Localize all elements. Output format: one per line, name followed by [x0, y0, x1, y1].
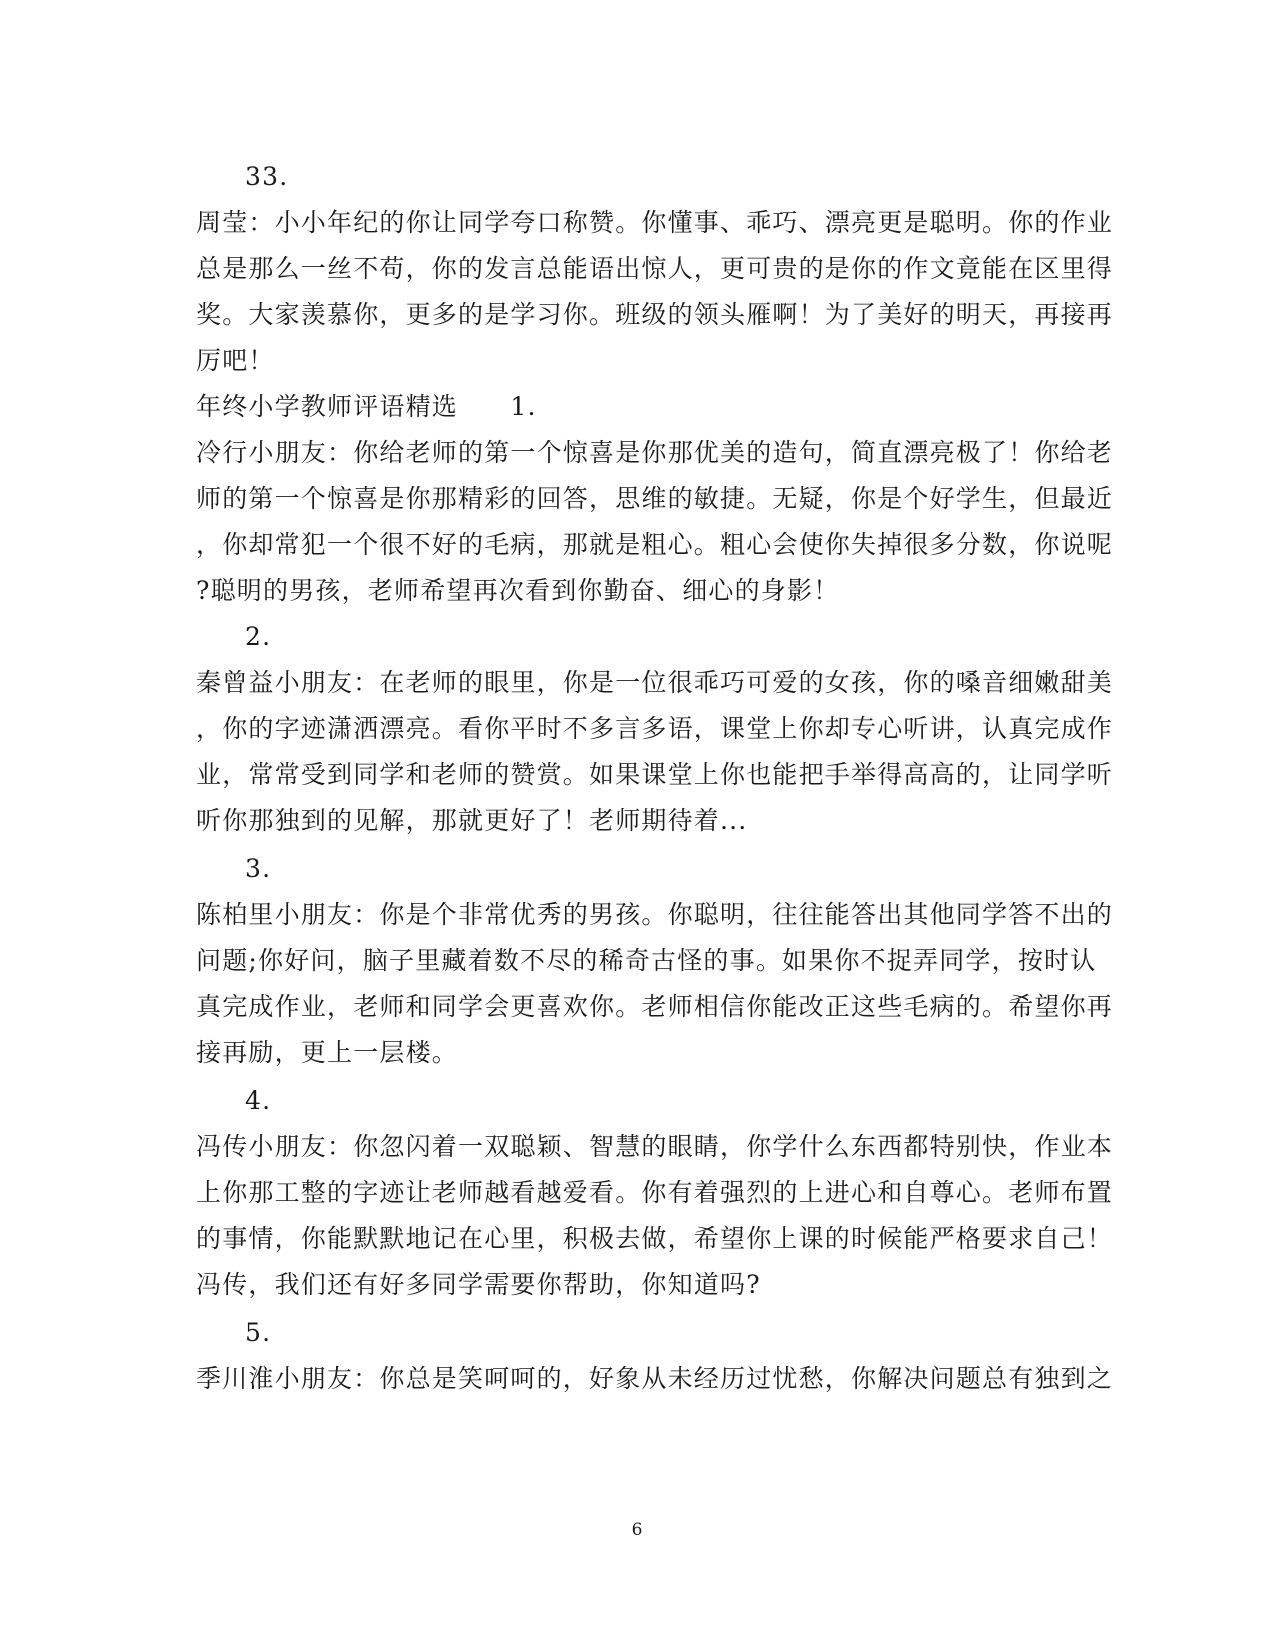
- text-line: 奖。大家羡慕你，更多的是学习你。班级的领头雁啊！为了美好的明天，再接再: [196, 300, 1114, 329]
- text-line: 真完成作业，老师和同学会更喜欢你。老师相信你能改正这些毛病的。希望你再: [196, 992, 1114, 1021]
- item-number: 3.: [245, 854, 272, 883]
- text-line: 陈柏里小朋友：你是个非常优秀的男孩。你聪明，往往能答出其他同学答不出的: [196, 900, 1114, 929]
- text-line: 问题;你好问，脑子里藏着数不尽的稀奇古怪的事。如果你不捉弄同学，按时认: [196, 946, 1097, 975]
- text-line: 师的第一个惊喜是你那精彩的回答，思维的敏捷。无疑，你是个好学生，但最近: [196, 484, 1114, 513]
- text-line: 冯传，我们还有好多同学需要你帮助，你知道吗?: [196, 1270, 761, 1299]
- text-line: ?聪明的男孩，老师希望再次看到你勤奋、细心的身影！: [196, 576, 840, 605]
- text-line: 冯传小朋友：你忽闪着一双聪颖、智慧的眼睛，你学什么东西都特别快，作业本: [196, 1132, 1114, 1161]
- section-heading: 年终小学教师评语精选 1.: [196, 392, 537, 421]
- text-line: 总是那么一丝不苟，你的发言总能语出惊人，更可贵的是你的作文竟能在区里得: [196, 254, 1114, 283]
- text-line: 听你那独到的见解，那就更好了！老师期待着...: [196, 806, 748, 835]
- text-line: 业，常常受到同学和老师的赞赏。如果课堂上你也能把手举得高高的，让同学听: [196, 760, 1114, 789]
- text-line: 周莹：小小年纪的你让同学夸口称赞。你懂事、乖巧、漂亮更是聪明。你的作业: [196, 208, 1114, 237]
- item-number: 4.: [245, 1086, 272, 1115]
- text-line: ，你的字迹潇洒漂亮。看你平时不多言多语，课堂上你却专心听讲，认真完成作: [196, 714, 1114, 743]
- text-line: 接再励，更上一层楼。: [196, 1038, 459, 1067]
- text-line: ，你却常犯一个很不好的毛病，那就是粗心。粗心会使你失掉很多分数，你说呢: [196, 530, 1114, 559]
- text-line: 冷行小朋友：你给老师的第一个惊喜是你那优美的造句，简直漂亮极了！你给老: [196, 438, 1114, 467]
- item-number: 5.: [245, 1318, 272, 1347]
- page-number: 6: [631, 1520, 643, 1540]
- text-line: 秦曾益小朋友：在老师的眼里，你是一位很乖巧可爱的女孩，你的嗓音细嫩甜美: [196, 668, 1114, 697]
- text-line: 季川淮小朋友：你总是笑呵呵的，好象从未经历过忧愁，你解决问题总有独到之: [196, 1364, 1114, 1393]
- item-number: 33.: [245, 162, 289, 191]
- text-line: 上你那工整的字迹让老师越看越爱看。你有着强烈的上进心和自尊心。老师布置: [196, 1178, 1114, 1207]
- text-line: 的事情，你能默默地记在心里，积极去做，希望你上课的时候能严格要求自己！: [196, 1224, 1114, 1253]
- item-number: 2.: [245, 622, 272, 651]
- text-line: 厉吧！: [196, 346, 275, 375]
